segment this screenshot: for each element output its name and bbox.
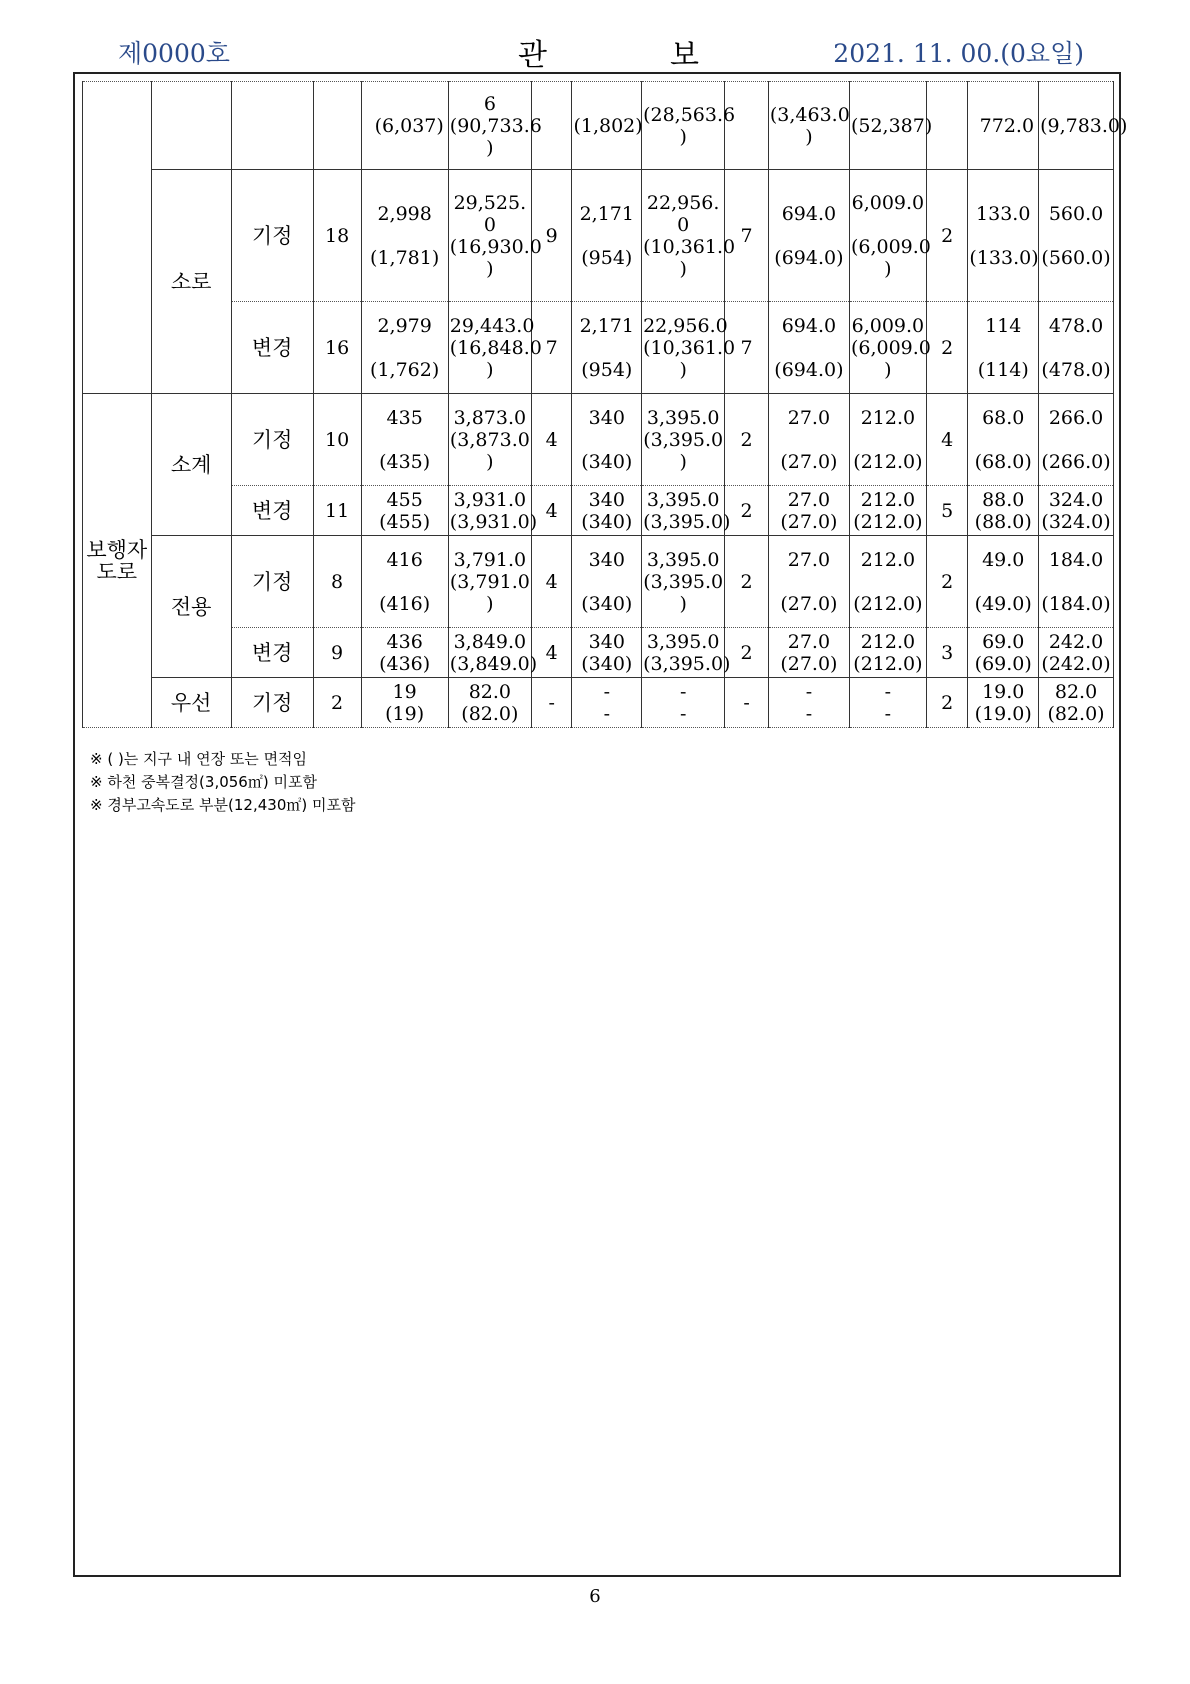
gazette-title-first: 관 bbox=[518, 38, 547, 73]
table-row: 우선 기정 2 19 (19) 82.0 (82.0) - - - - - - - - - - 2 19.0 (19.0) 82.0 (82.0) bbox=[83, 678, 1114, 728]
issue-number: 제0000호 bbox=[118, 39, 230, 68]
road-type-soro: 소로 bbox=[151, 170, 231, 394]
kind-label: 변경 bbox=[231, 486, 313, 536]
cell-length: (6,037) bbox=[361, 82, 448, 170]
cell-area: (9,783.0) bbox=[1039, 82, 1114, 170]
table-row: 보행자 도로 소계 기정 10 435 (435) 3,873.0 (3,873.0 ) 4 340 (340) 3,395.0 (3,395.0 ) 2 27.0 (27.0) 212.0 (212.0) 4 68.0 (68.0) 266.0 (266.0) bbox=[83, 394, 1114, 486]
cell-length: (3,463.0 ) bbox=[768, 82, 849, 170]
cell-area: 6 (90,733.6 ) bbox=[448, 82, 531, 170]
cell-length: 772.0 bbox=[968, 82, 1039, 170]
kind-label: 기정 bbox=[231, 394, 313, 486]
road-type-pedestrian: 보행자 도로 bbox=[83, 394, 152, 728]
road-type-subtotal: 소계 bbox=[151, 394, 231, 536]
kind-label: 변경 bbox=[231, 302, 313, 394]
table-row: 변경 9 436 (436) 3,849.0 (3,849.0) 4 340 (340) 3,395.0 (3,395.0) 2 27.0 (27.0) 212.0 (212.0) 3 69.0 (69.0) 242.0 (242.0) bbox=[83, 628, 1114, 678]
table-notes bbox=[90, 748, 355, 817]
road-statistics-table bbox=[82, 81, 1128, 728]
kind-label: 기정 bbox=[231, 170, 313, 302]
page-number: 6 bbox=[589, 1586, 601, 1607]
publication-date: 2021. 11. 00.(0요일) bbox=[833, 39, 1084, 68]
table-row: 변경 16 2,979 (1,762) 29,443.0 (16,848.0 ) 7 2,171 (954) 22,956.0 (10,361.0 ) 7 694.0 (694.0) 6,009.0 (6,009.0 ) 2 114 (114) 478.0 (478.0) bbox=[83, 302, 1114, 394]
table-row: 전용 기정 8 416 (416) 3,791.0 (3,791.0 ) 4 340 (340) 3,395.0 (3,395.0 ) 2 27.0 (27.0) 212.0 (212.0) 2 49.0 (49.0) 184.0 (184.0) bbox=[83, 536, 1114, 628]
table-row: 소로 기정 18 2,998 (1,781) 29,525. 0 (16,930.0 ) 9 2,171 (954) 22,956. 0 (10,361.0 ) 7 694.0 (694.0) 6,009.0 (6,009.0 ) 2 133.0 (133.0) 560.0 (560.0) bbox=[83, 170, 1114, 302]
kind-label: 변경 bbox=[231, 628, 313, 678]
category-cell-blank bbox=[83, 82, 152, 394]
gazette-title-second: 보 bbox=[670, 38, 699, 73]
kind-label: 기정 bbox=[231, 536, 313, 628]
cell-length: (1,802) bbox=[572, 82, 642, 170]
table-row bbox=[83, 82, 1114, 170]
note-line: ※ ( )는 지구 내 연장 또는 면적임 bbox=[90, 750, 308, 768]
cell-area: (52,387) bbox=[849, 82, 926, 170]
cell-area: (28,563.6 ) bbox=[642, 82, 725, 170]
road-type-priority: 우선 bbox=[151, 678, 231, 728]
note-line: ※ 경부고속도로 부분(12,430㎡) 미포함 bbox=[90, 796, 356, 814]
note-line: ※ 하천 중복결정(3,056㎡) 미포함 bbox=[90, 773, 317, 791]
kind-label: 기정 bbox=[231, 678, 313, 728]
road-type-exclusive: 전용 bbox=[151, 536, 231, 678]
table-row: 변경 11 455 (455) 3,931.0 (3,931.0) 4 340 (340) 3,395.0 (3,395.0) 2 27.0 (27.0) 212.0 (212.0) 5 88.0 (88.0) 324.0 (324.0) bbox=[83, 486, 1114, 536]
